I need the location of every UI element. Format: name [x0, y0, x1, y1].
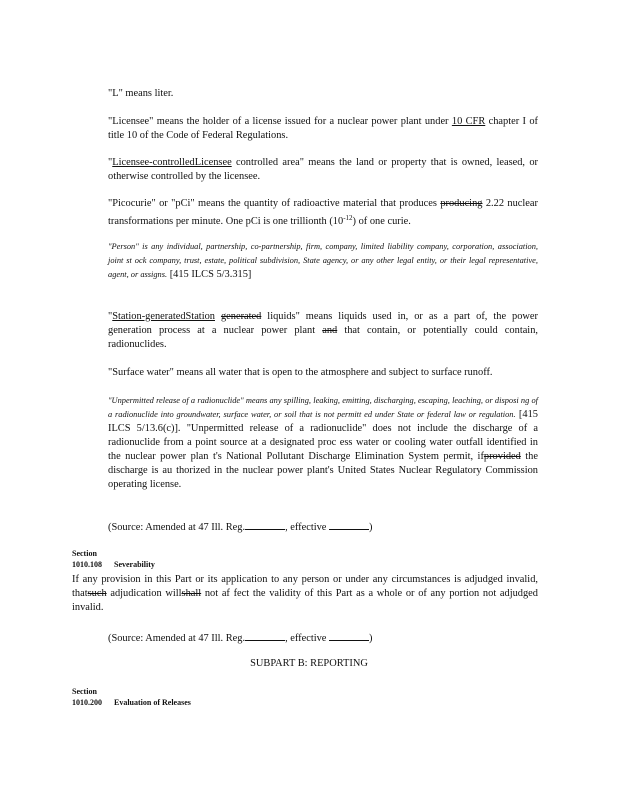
deleted-text: producing [440, 198, 483, 209]
subpart-heading: SUBPART B: REPORTING [250, 658, 368, 669]
deleted-text: shall [181, 588, 202, 599]
inserted-text: Station-generatedStation [112, 311, 215, 322]
blank-line [329, 630, 369, 641]
blank-line [245, 519, 285, 530]
severability-text: If any provision in this Part or its application to any person or under any circumstances is adjudged invalid, thatsuch adjudication willshall not af fect the validity of this Part as a whole or of any portion not adjudged invalid. [72, 574, 538, 613]
source-note: (Source: Amended at 47 Ill. Reg. , effective ) [108, 630, 538, 646]
deleted-text: and [322, 325, 338, 336]
definition-unpermitted-release: "Unpermitted release of a radionuclide" means any spilling, leaking, emitting, discharging, escaping, leaching, or disposi ng of a radionuclide into groundwater, surface water, or soil that is not permitt ed under State or federal law or regulation. [415 ILCS 5/13.6(c)]. "Unpermitted release of a radionuclide" does not include the discharge of a radionuclide from a point source at a designated proc ess water or cooling water outfall identified in the nuclear power plan t's National Pollutant Discharge Elimination System permit, ifprovided the discharge is au thorized in the nuclear power plant's United States Nuclear Regulatory Commission operating license. [108, 396, 538, 490]
section-heading: Section 1010.200 Evaluation of Releases [72, 687, 191, 707]
definition-person: "Person" is any individual, partnership, co-partnership, firm, company, limited liability company, corporation, association, joint st ock company, trust, estate, political subdivision, State agency, or any other legal entity, or their legal representative, agent, or assigns. [415 ILCS 5/3.315] [108, 242, 538, 280]
definition-licensee: "Licensee" means the holder of a license issued for a nuclear power plant under 10 CFR chapter I of title 10 of the Code of Federal Regulations. [108, 116, 539, 141]
definition-picocurie: "Picocurie" or "pCi" means the quantity of radioactive material that produces producing 2.22 nuclear transformations per minute. One pCi is one trillionth $(10^{-12})$ of one curie. [108, 198, 538, 227]
definition-liter: "L" means liter. [108, 88, 174, 99]
section-heading: Section 1010.108 Severability [72, 549, 155, 569]
definition-licensee-controlled-area: "Licensee-controlledLicensee controlled area" means the land or property that is owned, leased, or otherwise controlled by the licensee. [108, 157, 538, 182]
deleted-text: provided [483, 451, 521, 462]
blank-line [329, 519, 369, 530]
deleted-text: generated [220, 311, 262, 322]
inserted-text: Licensee-controlledLicensee [112, 157, 232, 168]
source-note: (Source: Amended at 47 Ill. Reg. , effective ) [108, 519, 538, 535]
definition-surface-water: "Surface water" means all water that is open to the atmosphere and subject to surface runoff. [108, 367, 493, 378]
deleted-text: such [87, 588, 107, 599]
blank-line [245, 630, 285, 641]
definition-station-generated-liquids: "Station-generatedStation generated liquids" means liquids used in, or as a part of, the power generation process at a nuclear power plant and that contain, or potentially could contain, radionuclides. [108, 311, 538, 350]
